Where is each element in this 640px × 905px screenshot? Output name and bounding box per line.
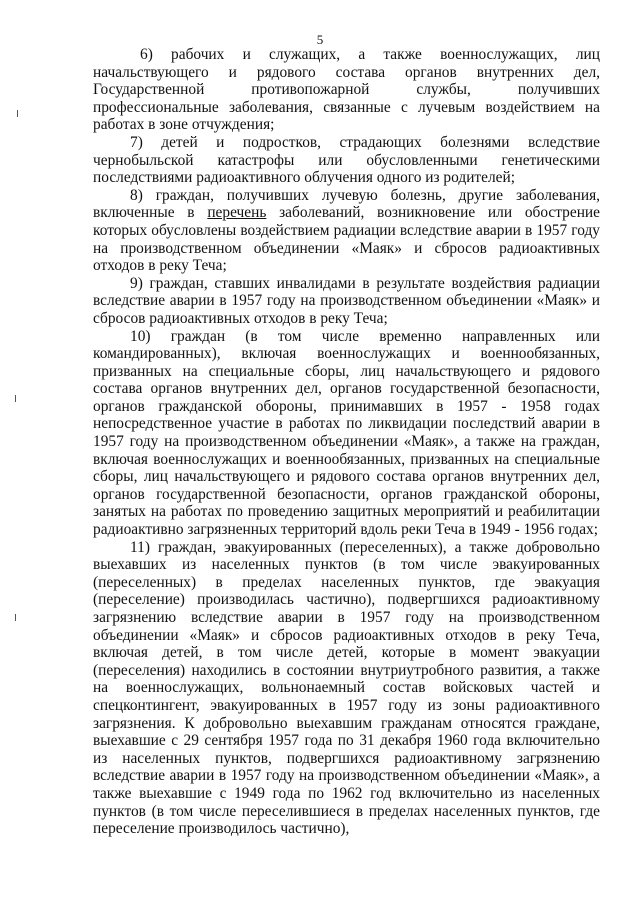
document-body — [93, 46, 600, 838]
paragraph-item-7: 7) детей и подростков, страдающих болезнями вследствие чернобыльской катастрофы или обусловленными генетическими последствиями радиоактивного облучения одного из родителей; — [93, 133, 600, 187]
margin-mark — [15, 395, 16, 402]
perechen-link[interactable]: перечень — [207, 204, 267, 222]
paragraph-item-6: 6) рабочих и служащих, а также военнослужащих, лиц начальствующего и рядового состава органов внутренних дел, Государственной противопожарной службы, получивших профессиональные заболевания, связанные с лучевым воздействием на работах в зоне отчуждения; — [93, 46, 600, 134]
margin-mark — [15, 614, 16, 621]
paragraph-item-9: 9) граждан, ставших инвалидами в результате воздействия радиации вследствие аварии в 1957 году на производственном объединении «Маяк» и сбросов радиоактивных отходов в реку Теча; — [93, 274, 600, 327]
item-8-text-start: 8) граждан, получивших лучевую болезнь, другие заболевания, включенные в — [93, 186, 600, 222]
margin-mark — [17, 110, 18, 117]
item-8-text-end: заболеваний, возникновение или обострение которых обусловлены воздействием радиации вследствие аварии в 1957 году на производственном объединении «Маяк» и сбросов радиоактивных отходов в реку Теча; — [93, 204, 600, 275]
paragraph-item-8 — [93, 187, 600, 275]
page-number: 5 — [316, 32, 324, 47]
paragraph-item-10: 10) граждан (в том числе временно направленных или командированных), включая военнослужащих и военнообязанных, призванных на специальные сборы, лиц начальствующего и рядового состава органов внутренних дел, органов государственной безопасности, органов гражданской обороны, принимавших в 1957 - 1958 годах непосредственное участие в работах по ликвидации последствий аварии в 1957 году на производственном объединении «Маяк», а также на граждан, включая военнослужащих и военнообязанных, призванных на специальные сборы, лиц начальствующего и рядового состава органов внутренних дел, органов государственной безопасности, органов гражданской обороны, занятых на работах по проведению защитных мероприятий и реабилитации радиоактивно загрязненных территорий вдоль реки Теча в 1949 - 1956 годах; — [93, 327, 600, 539]
paragraph-item-11: 11) граждан, эвакуированных (переселенных), а также добровольно выехавших из населенных пунктов (в том числе эвакуированных (переселенных) в пределах населенных пунктов, где эвакуация (переселение) производилась частично), подвергшихся радиоактивному загрязнению вследствие аварии в 1957 году на производственном объединении «Маяк» и сбросов радиоактивных отходов в реку Теча, включая детей, в том числе детей, которые в момент эвакуации (переселения) находились в состоянии внутриутробного развития, а также на военнослужащих, вольнонаемный состав войсковых частей и спецконтингент, эвакуированных в 1957 году из зоны радиоактивного загрязнения. К добровольно выехавшим гражданам относятся граждане, выехавшие с 29 сентября 1957 года по 31 декабря 1960 года включительно из населенных пунктов, подвергшихся радиоактивному загрязнению вследствие аварии в 1957 году на производственном объединении «Маяк», а также выехавшие с 1949 года по 1962 год включительно из населенных пунктов (в том числе переселившиеся в пределах населенных пунктов, где переселение производилось частично), — [93, 538, 600, 838]
